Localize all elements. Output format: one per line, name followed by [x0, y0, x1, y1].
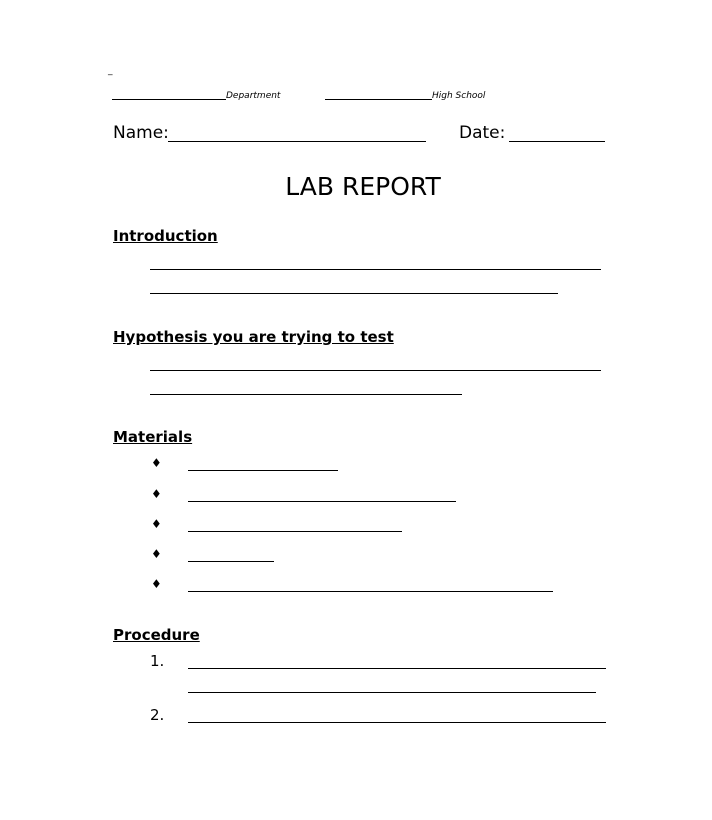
department-blank-line[interactable] [112, 99, 226, 100]
materials-line-4[interactable] [188, 561, 274, 562]
name-label: Name: [113, 123, 169, 143]
hypothesis-heading: Hypothesis you are trying to test [113, 328, 394, 346]
introduction-heading: Introduction [113, 227, 218, 245]
introduction-line-2[interactable] [150, 293, 558, 294]
school-label: High School [432, 91, 486, 101]
procedure-step-1-line-1[interactable] [188, 668, 606, 669]
materials-line-1[interactable] [188, 470, 338, 471]
page-title: LAB REPORT [285, 172, 441, 201]
procedure-step-1-number: 1. [150, 652, 165, 670]
header-mark: _ [108, 66, 113, 76]
hypothesis-line-1[interactable] [150, 370, 601, 371]
materials-line-5[interactable] [188, 591, 553, 592]
procedure-heading: Procedure [113, 626, 200, 644]
materials-bullet-icon: ♦ [151, 517, 162, 531]
introduction-line-1[interactable] [150, 269, 601, 270]
materials-bullet-icon: ♦ [151, 547, 162, 561]
materials-heading: Materials [113, 428, 193, 446]
date-label: Date: [459, 123, 506, 143]
materials-bullet-icon: ♦ [151, 456, 162, 470]
materials-line-2[interactable] [188, 501, 456, 502]
hypothesis-line-2[interactable] [150, 394, 462, 395]
name-blank-line[interactable] [168, 141, 426, 142]
date-blank-line[interactable] [509, 141, 605, 142]
materials-bullet-icon: ♦ [151, 487, 162, 501]
materials-bullet-icon: ♦ [151, 577, 162, 591]
procedure-step-2-number: 2. [150, 706, 165, 724]
procedure-step-1-line-2[interactable] [188, 692, 596, 693]
department-label: Department [226, 91, 281, 101]
materials-line-3[interactable] [188, 531, 402, 532]
school-blank-line[interactable] [325, 99, 432, 100]
procedure-step-2-line-1[interactable] [188, 722, 606, 723]
